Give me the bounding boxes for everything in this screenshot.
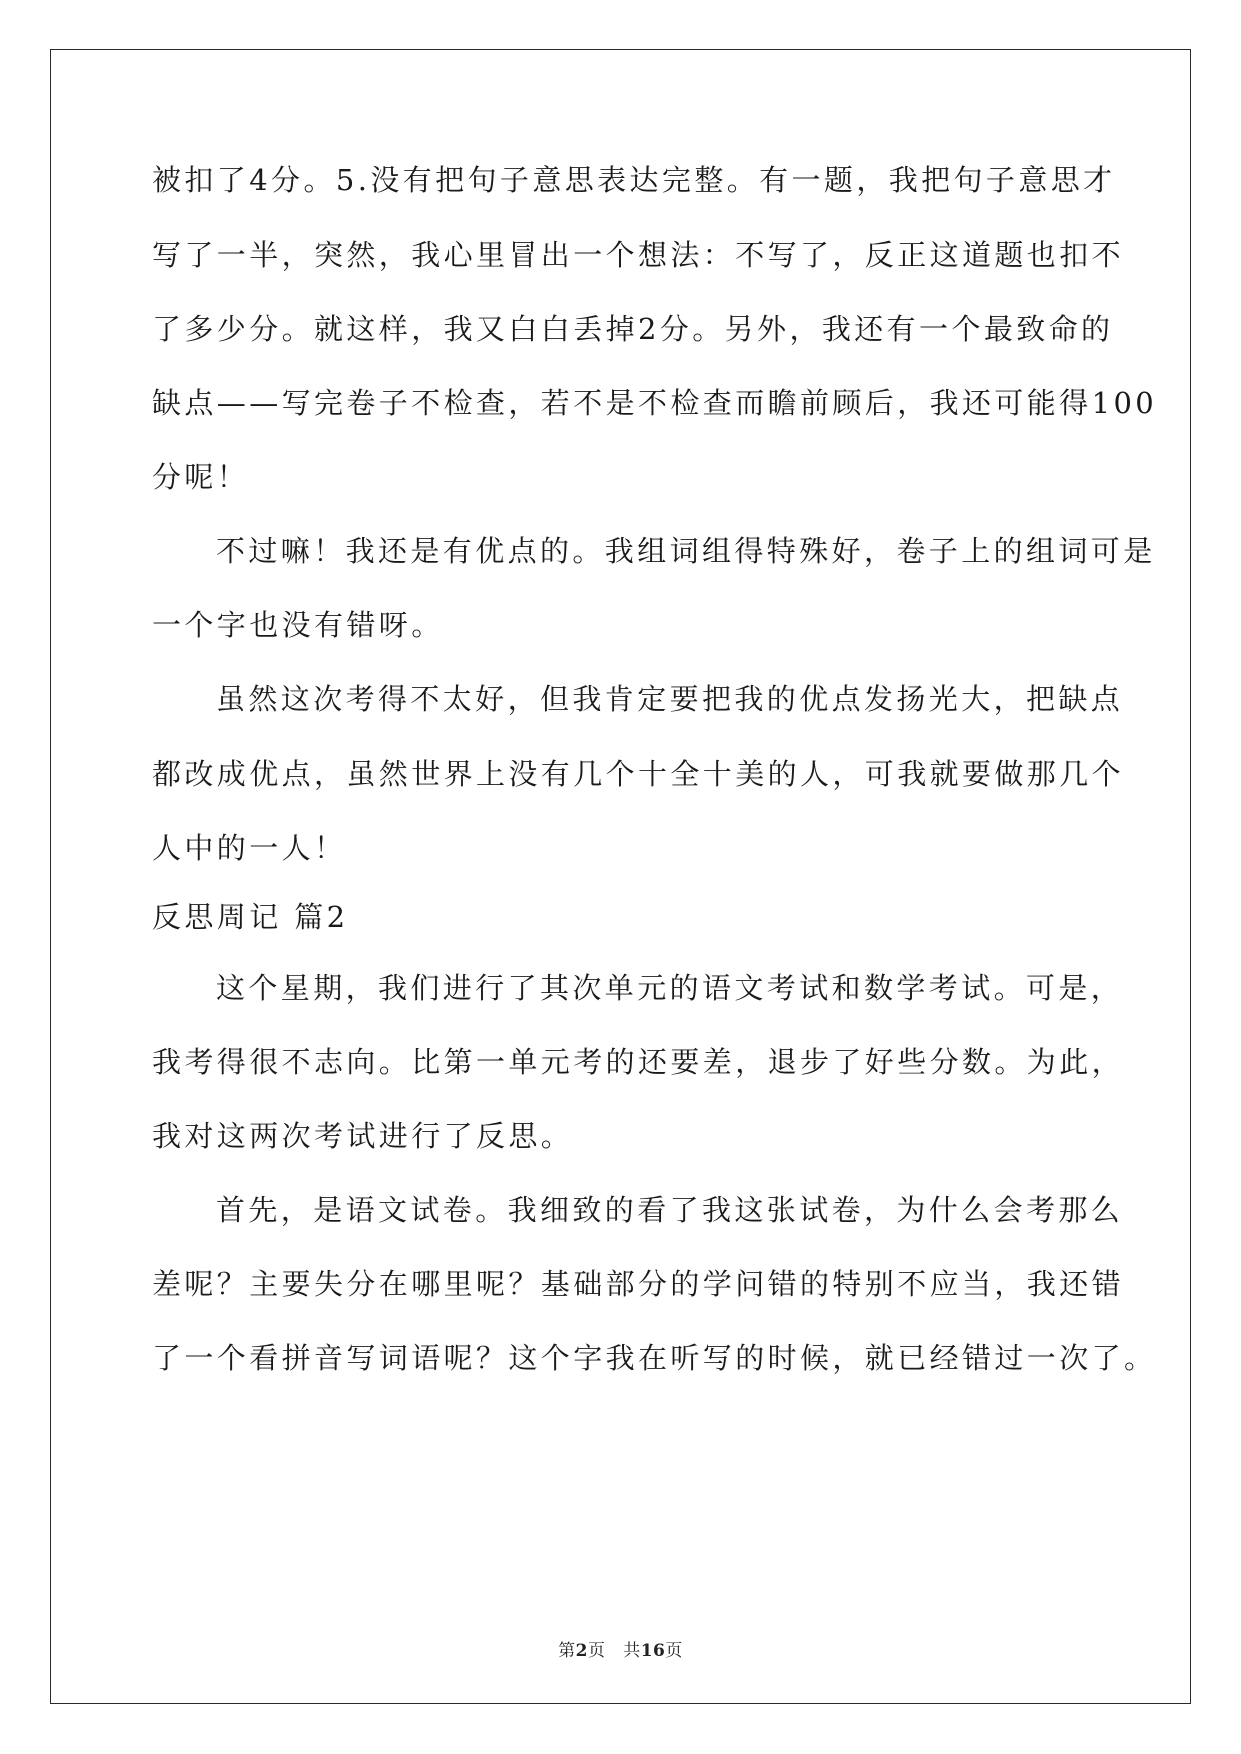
- paragraph-line: 被扣了4分。5.没有把句子意思表达完整。有一题，我把句子意思才: [152, 163, 1116, 197]
- paragraph-line: 这个星期，我们进行了其次单元的语文考试和数学考试。可是，: [216, 971, 1124, 1005]
- paragraph-line: 差呢？主要失分在哪里呢？基础部分的学问错的特别不应当，我还错: [152, 1267, 1125, 1301]
- page-number: 2: [575, 1641, 588, 1661]
- section-heading: 反思周记 篇2: [152, 900, 349, 934]
- paragraph-line: 我考得很不志向。比第一单元考的还要差，退步了好些分数。为此，: [152, 1045, 1125, 1079]
- paragraph-line: 首先，是语文试卷。我细致的看了我这张试卷，为什么会考那么: [216, 1193, 1124, 1227]
- paragraph-line: 缺点——写完卷子不检查，若不是不检查而瞻前顾后，我还可能得100: [152, 386, 1158, 420]
- page-footer: [0, 1636, 1241, 1661]
- paragraph-line: 一个字也没有错呀。: [152, 608, 444, 642]
- paragraph-line: 了一个看拼音写词语呢？这个字我在听写的时候，就已经错过一次了。: [152, 1341, 1157, 1375]
- paragraph-line: 写了一半，突然，我心里冒出一个想法：不写了，反正这道题也扣不: [152, 238, 1125, 272]
- total-label-suffix: 页: [665, 1641, 683, 1661]
- page-frame: [50, 49, 1191, 1704]
- paragraph-line: 虽然这次考得不太好，但我肯定要把我的优点发扬光大，把缺点: [216, 682, 1124, 716]
- paragraph-line: 人中的一人！: [152, 831, 347, 865]
- paragraph-line: 了多少分。就这样，我又白白丢掉2分。另外，我还有一个最致命的: [152, 312, 1114, 346]
- page-label-suffix: 页: [587, 1641, 606, 1661]
- paragraph-line: 都改成优点，虽然世界上没有几个十全十美的人，可我就要做那几个: [152, 757, 1125, 791]
- total-label-prefix: 共: [623, 1641, 641, 1661]
- page-label-prefix: 第: [558, 1641, 576, 1661]
- paragraph-line: 分呢！: [152, 460, 250, 494]
- paragraph-line: 我对这两次考试进行了反思。: [152, 1119, 574, 1153]
- total-pages: 16: [640, 1641, 666, 1661]
- paragraph-line: 不过嘛！我还是有优点的。我组词组得特殊好，卷子上的组词可是: [216, 534, 1156, 568]
